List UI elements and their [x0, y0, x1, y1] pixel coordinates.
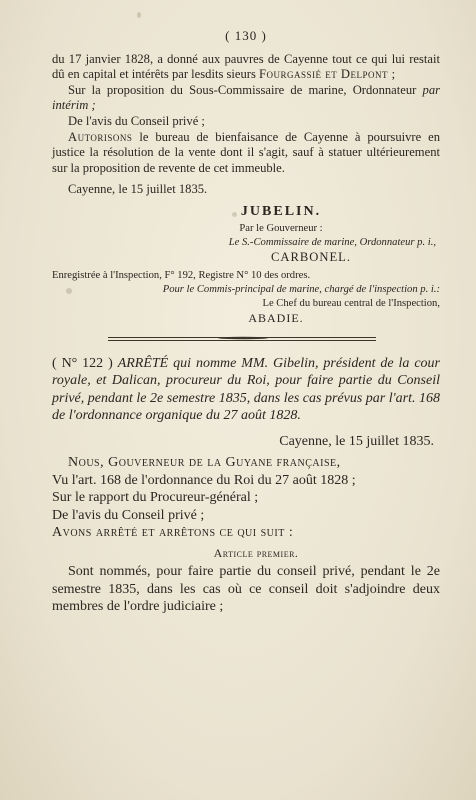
paragraph-1	[52, 52, 440, 83]
sur-line: Sur le rapport du Procureur-général ;	[52, 490, 259, 506]
paragraph-4	[52, 130, 440, 177]
paragraph-3: De l'avis du Conseil privé ;	[68, 113, 205, 128]
article-heading: Article premier.	[213, 545, 299, 560]
ink-spot	[66, 288, 72, 294]
avons-line: Avons arrêté et arrêtons ce qui suit :	[52, 525, 294, 541]
nous-lead: Nous,	[68, 455, 105, 471]
paragraph-4-text: le bureau de bienfaisance de Cayenne à poursuivre en justice la résolution de la vente dont il s'agit, sauf à statuer ultérieurement sur la proposition de revente de cet immeuble.	[52, 129, 440, 175]
paragraph-1-text: du 17 janvier 1828, a donné aux pauvres de Cayenne tout ce qui lui restait dû en capital et intérêts par lesdits sieurs	[52, 51, 440, 82]
section-divider	[108, 337, 376, 341]
arrete-title: ARRÊTÉ	[117, 355, 169, 371]
final-paragraph: Sont nommés, pour faire partie du conseil privé, pendant le 2e semestre 1835, dans les cas où ce conseil doit s'adjoindre deux membres de l'ordre judiciaire ;	[52, 564, 440, 615]
vu-line: Vu l'art. 168 de l'ordonnance du Roi du 27 août 1828 ;	[52, 472, 356, 488]
enregistrement-line: Enregistrée à l'Inspection, F° 192, Registre N° 10 des ordres.	[52, 270, 311, 282]
paragraph-2	[52, 83, 440, 114]
commis-line: Pour le Commis-principal de marine, chargé de l'inspection p. i.:	[162, 284, 440, 296]
paragraph-2-italic: par intérim ;	[52, 82, 441, 113]
paragraph-1-names: Fourgassié et Delpont ;	[259, 67, 396, 82]
par-le-gouverneur: Par le Gouverneur :	[239, 222, 323, 234]
signature-jubelin: JUBELIN.	[240, 203, 322, 219]
date-line-1: Cayenne, le 15 juillet 1835.	[68, 182, 208, 197]
arrete-number: ( N° 122 )	[52, 355, 113, 371]
date-line-2: Cayenne, le 15 juillet 1835.	[279, 433, 434, 449]
nous-rest: Gouverneur de la Guyane française,	[104, 455, 341, 471]
avis-line: De l'avis du Conseil privé ;	[52, 507, 205, 523]
paragraph-4-lead: Autorisons	[68, 129, 133, 144]
signature-carbonel: CARBONEL.	[270, 249, 352, 264]
commissaire-line: Le S.-Commissaire de marine, Ordonnateur p. i.,	[228, 236, 436, 248]
nous-line	[52, 454, 440, 472]
page-number: ( 130 )	[225, 28, 267, 43]
paragraph-2-text: Sur la proposition du Sous-Commissaire de marine, Ordonnateur	[68, 82, 417, 97]
signature-abadie: ABADIE.	[248, 311, 304, 326]
chef-line: Le Chef du bureau central de l'Inspection,	[262, 298, 440, 310]
ink-spot	[137, 12, 141, 18]
ink-spot	[232, 212, 237, 217]
arrete-summary: qui nomme MM. Gibelin, président de la cour royale, et Dalican, procureur du Roi, pour faire partie du Conseil privé, pendant le 2e semestre 1835, dans les cas prévus par l'art. 168 de l'ordonnance organique du 27 août 1828.	[52, 355, 441, 424]
arrete-heading	[52, 355, 440, 425]
